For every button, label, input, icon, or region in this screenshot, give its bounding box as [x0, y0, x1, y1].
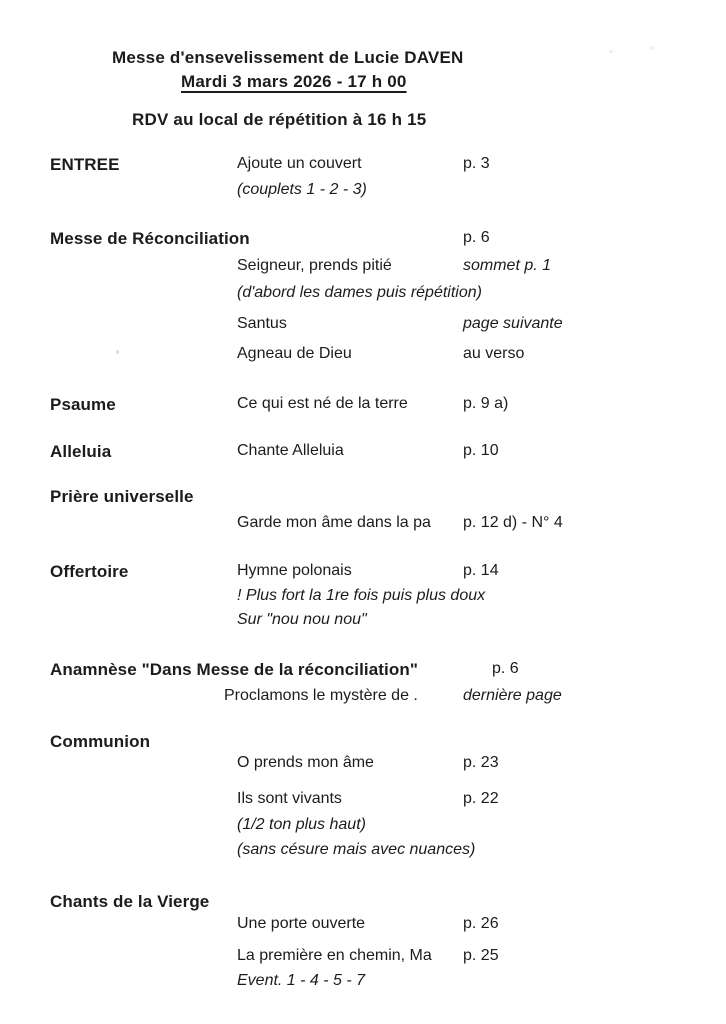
program-line [0, 754, 726, 776]
page-ref: sommet p. 1 [463, 257, 552, 274]
song-title: O prends mon âme [237, 754, 374, 771]
program-line [0, 155, 726, 177]
program-line [0, 562, 726, 584]
section-label: Psaume [50, 395, 116, 414]
program-line [0, 514, 726, 536]
section-label: Messe de Réconciliation [50, 229, 250, 248]
program-line [0, 841, 726, 863]
program-line [0, 345, 726, 367]
section-label: ENTREE [50, 155, 120, 174]
section-label: Alleluia [50, 442, 112, 461]
song-title: Proclamons le mystère de . [224, 687, 418, 704]
page-ref: dernière page [463, 687, 562, 704]
page-ref: p. 23 [463, 754, 499, 771]
scan-speck [650, 46, 655, 50]
program-line [0, 284, 726, 306]
program-line [0, 611, 726, 633]
song-title: Seigneur, prends pitié [237, 257, 392, 274]
program-line [0, 587, 726, 609]
page-ref: page suivante [463, 315, 563, 332]
program-line [0, 395, 726, 417]
performance-note: (1/2 ton plus haut) [237, 816, 366, 833]
song-title: Ajoute un couvert [237, 155, 362, 172]
performance-note: Event. 1 - 4 - 5 - 7 [237, 972, 366, 989]
song-title: Agneau de Dieu [237, 345, 352, 362]
program-line [0, 442, 726, 464]
scan-speck [609, 50, 613, 53]
song-title: Santus [237, 315, 287, 332]
page-ref: p. 12 d) - N° 4 [463, 514, 563, 531]
performance-note: Sur "nou nou nou" [237, 611, 367, 628]
page-ref: p. 6 [492, 660, 519, 677]
program-line [0, 972, 726, 994]
section-label: Anamnèse "Dans Messe de la réconciliation" [50, 660, 419, 679]
document-title: Messe d'ensevelissement de Lucie DAVEN [112, 48, 464, 67]
page-ref: au verso [463, 345, 525, 362]
program-line [0, 315, 726, 337]
performance-note: (sans césure mais avec nuances) [237, 841, 476, 858]
song-title: Ce qui est né de la terre [237, 395, 408, 412]
program-line [0, 732, 726, 754]
song-title: Ils sont vivants [237, 790, 342, 807]
meeting-note: RDV au local de répétition à 16 h 15 [132, 110, 427, 129]
section-label: Communion [50, 732, 151, 751]
song-title: Une porte ouverte [237, 915, 366, 932]
program-line [0, 257, 726, 279]
page-ref: p. 10 [463, 442, 499, 459]
performance-note: (couplets 1 - 2 - 3) [237, 181, 367, 198]
section-label: Offertoire [50, 562, 129, 581]
page-ref: p. 25 [463, 947, 499, 964]
page-ref: p. 6 [463, 229, 490, 246]
song-title: La première en chemin, Ma [237, 947, 432, 964]
program-line [0, 660, 726, 682]
program-line [0, 487, 726, 509]
program-line [0, 687, 726, 709]
page-ref: p. 26 [463, 915, 499, 932]
document-datetime: Mardi 3 mars 2026 - 17 h 00 [181, 72, 407, 91]
section-label: Prière universelle [50, 487, 194, 506]
program-line [0, 915, 726, 937]
program-line [0, 892, 726, 914]
song-title: Chante Alleluia [237, 442, 344, 459]
performance-note: (d'abord les dames puis répétition) [237, 284, 482, 301]
program-line [0, 790, 726, 812]
section-label: Chants de la Vierge [50, 892, 210, 911]
song-title: Hymne polonais [237, 562, 352, 579]
program-line [0, 181, 726, 203]
page-ref: p. 14 [463, 562, 499, 579]
song-title: Garde mon âme dans la pa [237, 514, 431, 531]
performance-note: ! Plus fort la 1re fois puis plus doux [237, 587, 486, 604]
page-ref: p. 9 a) [463, 395, 509, 412]
program-line [0, 816, 726, 838]
page-ref: p. 22 [463, 790, 499, 807]
program-line [0, 229, 726, 251]
page-ref: p. 3 [463, 155, 490, 172]
program-line [0, 947, 726, 969]
